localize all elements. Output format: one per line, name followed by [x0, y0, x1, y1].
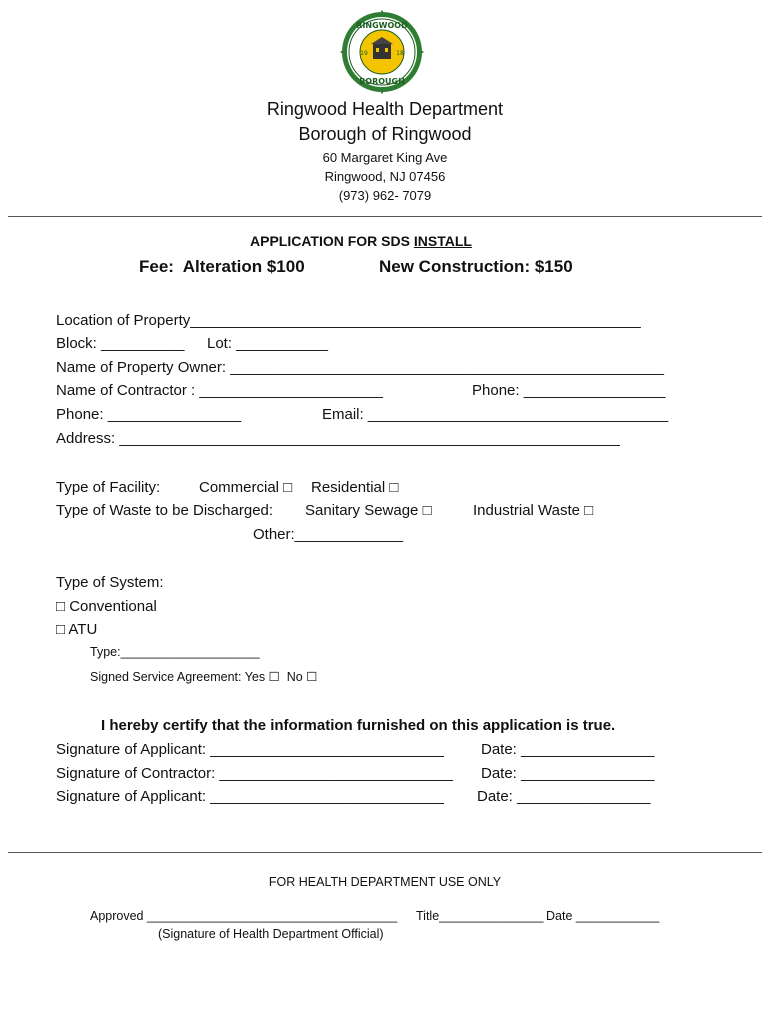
waste-industrial-checkbox[interactable]: Industrial Waste □ — [473, 502, 594, 519]
facility-type-label: Type of Facility: — [56, 479, 161, 496]
lot-field[interactable]: Lot: ___________ — [207, 335, 328, 352]
address-field[interactable]: Address: ____________________________________________________________ — [56, 430, 620, 447]
contractor-phone-field[interactable]: Phone: _________________ — [472, 382, 666, 399]
approved-signature-field[interactable]: Approved ____________________________________ — [90, 909, 398, 923]
facility-commercial-checkbox[interactable]: Commercial □ — [199, 479, 293, 496]
fee-alteration: Fee: Alteration $100 — [139, 257, 305, 276]
fee-new-construction: New Construction: $150 — [379, 257, 573, 276]
official-date-field[interactable]: Date ____________ — [546, 909, 660, 923]
service-agreement-checkboxes[interactable]: Signed Service Agreement: Yes ☐ No ☐ — [90, 670, 318, 684]
contractor-signature-field[interactable]: Signature of Contractor: ____________________________ — [56, 765, 454, 782]
owner-field[interactable]: Name of Property Owner: ____________________________________________________ — [56, 359, 665, 376]
system-conventional-checkbox[interactable]: □ Conventional — [56, 598, 157, 615]
official-use-divider — [8, 852, 762, 853]
system-atu-checkbox[interactable]: □ ATU — [56, 621, 98, 638]
certification-statement: I hereby certify that the information furnished on this application is true. — [101, 717, 616, 734]
waste-type-label: Type of Waste to be Discharged: — [56, 502, 274, 519]
waste-other-field[interactable]: Other:_____________ — [253, 526, 404, 543]
borough-seal-logo — [340, 10, 424, 94]
seal-bottom-text: BOROUGH — [359, 77, 405, 86]
official-signature-note: (Signature of Health Department Official) — [158, 927, 384, 941]
address-line-2: Ringwood, NJ 07456 — [324, 169, 446, 184]
official-use-heading: FOR HEALTH DEPARTMENT USE ONLY — [268, 875, 502, 889]
form-title-underlined: INSTALL — [413, 233, 472, 249]
seal-year-left: 19 — [360, 50, 368, 57]
official-title-field[interactable]: Title_______________ — [416, 909, 544, 923]
department-phone: (973) 962- 7079 — [338, 188, 432, 203]
applicant-date-field-1[interactable]: Date: ________________ — [481, 741, 655, 758]
applicant-signature-field-1[interactable]: Signature of Applicant: ____________________________ — [56, 741, 444, 758]
department-name: Ringwood Health Department — [266, 99, 504, 119]
contractor-field[interactable]: Name of Contractor : ______________________ — [56, 382, 383, 399]
borough-name: Borough of Ringwood — [298, 124, 472, 144]
location-field[interactable]: Location of Property______________________________________________________ — [56, 312, 641, 329]
system-type-label: Type of System: — [56, 574, 164, 591]
email-field[interactable]: Email: ____________________________________ — [322, 406, 669, 423]
form-title: APPLICATION FOR SDS INSTALL — [250, 233, 472, 249]
seal-year-right: 18 — [396, 50, 404, 57]
applicant-signature-field-2[interactable]: Signature of Applicant: ____________________________ — [56, 788, 444, 805]
atu-type-field[interactable]: Type:____________________ — [90, 645, 260, 659]
facility-residential-checkbox[interactable]: Residential □ — [311, 479, 399, 496]
applicant-date-field-2[interactable]: Date: ________________ — [477, 788, 651, 805]
address-line-1: 60 Margaret King Ave — [322, 150, 448, 165]
waste-sanitary-checkbox[interactable]: Sanitary Sewage □ — [305, 502, 432, 519]
block-field[interactable]: Block: __________ — [56, 335, 185, 352]
phone-field[interactable]: Phone: ________________ — [56, 406, 242, 423]
contractor-date-field[interactable]: Date: ________________ — [481, 765, 655, 782]
seal-top-text: RINGWOOD — [356, 21, 408, 30]
header-divider — [8, 216, 762, 217]
